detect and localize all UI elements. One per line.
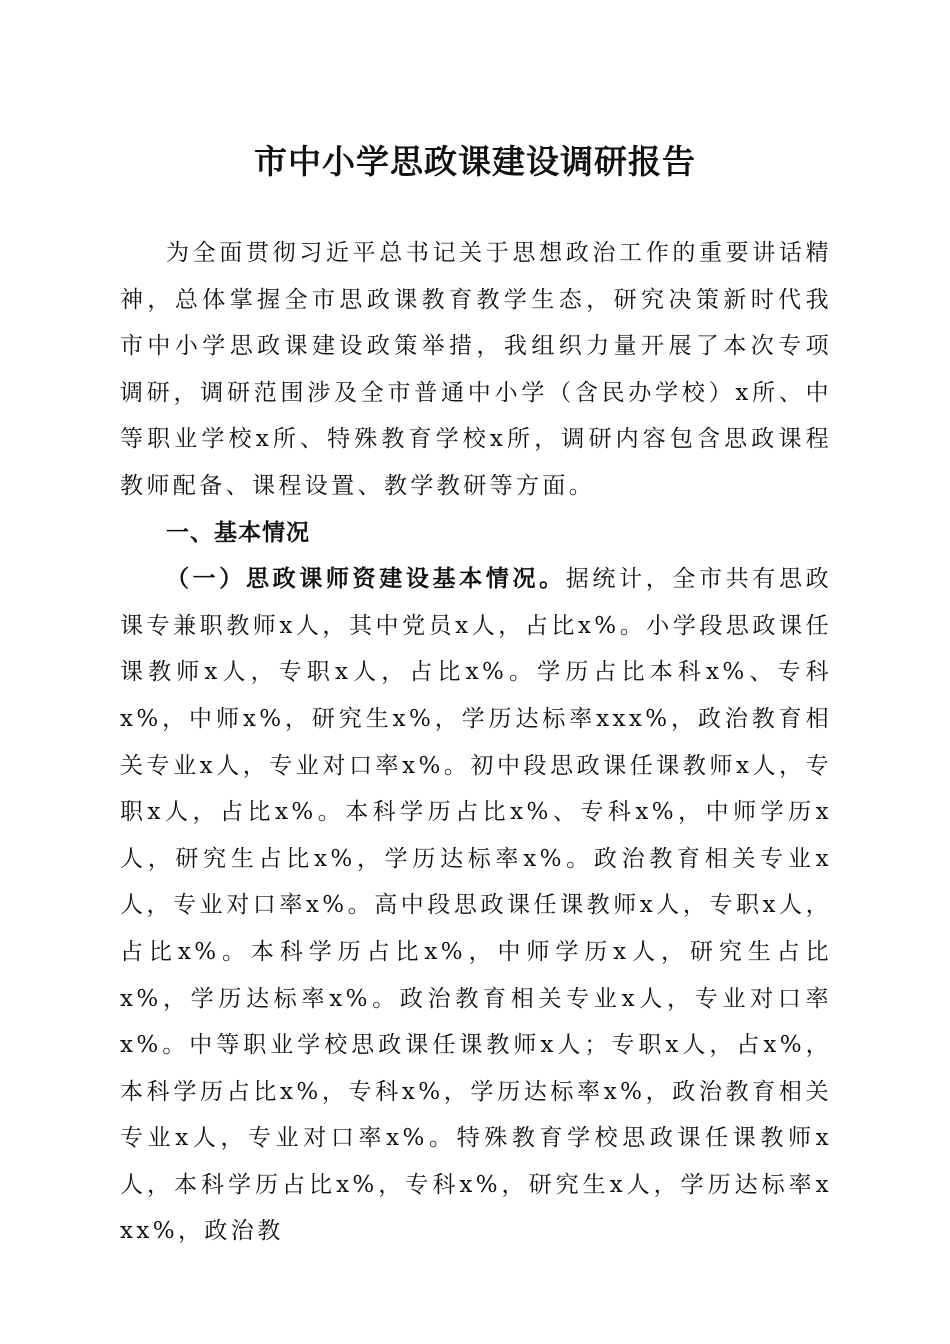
teacher-staffing-text: 据统计，全市共有思政课专兼职教师x人，其中党员x人，占比x%。小学段思政课任课教师x人，专职x人，占比x%。学历占比本科x%、专科x%，中师x%，研究生x%，学历达标率xxx%，政治教育相关专业x人，专业对口率x%。初中段思政课任课教师x人，专职x人，占比x%。本科学历占比x%、专科x%，中师学历x人，研究生占比x%，学历达标率x%。政治教育相关专业x人，专业对口率x%。高中段思政课任课教师x人，专职x人，占比x%。本科学历占比x%，中师学历x人，研究生占比x%，学历达标率x%。政治教育相关专业x人，专业对口率x%。中等职业学校思政课任课教师x人；专职x人，占x%，本科学历占比x%，专科x%，学历达标率x%，政治教育相关专业x人，专业对口率x%。特殊教育学校思政课任课教师x人，本科学历占比x%，专科x%，研究生x人，学历达标率xxx%，政治教 <box>120 566 832 1245</box>
intro-paragraph: 为全面贯彻习近平总书记关于思想政治工作的重要讲话精神，总体掌握全市思政课教育教学生态，研究决策新时代我市中小学思政课建设政策举措，我组织力量开展了本次专项调研，调研范围涉及全市普通中小学（含民办学校）x所、中等职业学校x所、特殊教育学校x所，调研内容包含思政课程教师配备、课程设置、教学教研等方面。 <box>120 240 832 499</box>
subsection-title-teacher-staffing: （一）思政课师资建设基本情况。 <box>166 565 566 593</box>
document-title: 市中小学思政课建设调研报告 <box>254 142 696 181</box>
document-body <box>120 230 832 1255</box>
teacher-staffing-paragraph <box>120 556 832 1255</box>
section-heading-basic-situation: 一、基本情况 <box>166 518 310 546</box>
